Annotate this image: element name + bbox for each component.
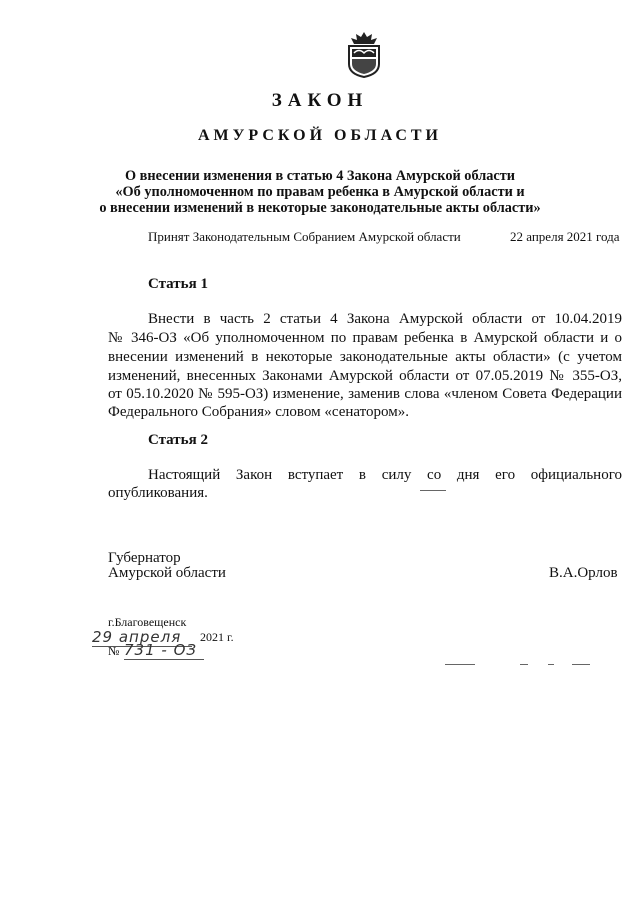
article-2-line: опубликования.: [108, 485, 208, 501]
scan-mark: [420, 490, 446, 491]
signatory-region: Амурской области: [108, 565, 226, 581]
adoption-date: 22 апреля 2021 года: [510, 229, 620, 244]
handwritten-number: 731 - ОЗ: [124, 641, 204, 660]
adoption-text: Принят Законодательным Собранием Амурской области: [148, 229, 461, 244]
coat-of-arms-icon: [343, 30, 385, 78]
scan-mark: [520, 664, 528, 665]
handwritten-date: 29 апреля: [92, 628, 192, 647]
article-1-line: Внести в часть 2 статьи 4 Закона Амурской области от 10.04.2019: [148, 311, 622, 327]
city-label: г.Благовещенск: [108, 615, 187, 629]
article-1-line: № 346-ОЗ «Об уполномоченном по правам ребенка в Амурской области и о: [108, 330, 622, 346]
article-1-title: Статья 1: [148, 276, 208, 292]
article-1-line: от 05.10.2020 № 595-ОЗ) изменение, заменив слова «членом Совета Федерации: [108, 386, 622, 402]
law-heading-line-2: «Об уполномоченном по правам ребенка в Амурской области и: [115, 184, 525, 200]
scan-mark: [572, 664, 590, 665]
signatory-position: Губернатор: [108, 550, 181, 566]
document-subtitle: АМУРСКОЙ ОБЛАСТИ: [198, 127, 442, 144]
scan-mark: [548, 664, 554, 665]
number-label: №: [108, 644, 120, 658]
article-2-line: Настоящий Закон вступает в силу со дня его официального: [148, 467, 622, 483]
article-2-title: Статья 2: [148, 432, 208, 448]
year-label: 2021 г.: [200, 630, 234, 644]
article-1-line: внесении изменений в некоторые законодательные акты области» (с учетом: [108, 349, 622, 365]
article-1-line: изменений, внесенных Законами Амурской области от 07.05.2019 № 355-ОЗ,: [108, 368, 622, 384]
signatory-name: В.А.Орлов: [549, 565, 618, 581]
article-1-line: Федерального Собрания» словом «сенатором».: [108, 404, 409, 420]
law-heading-line-1: О внесении изменения в статью 4 Закона Амурской области: [124, 168, 516, 184]
law-heading-line-3: о внесении изменений в некоторые законодательные акты области»: [99, 200, 541, 216]
scan-mark: [445, 664, 475, 665]
document-title: ЗАКОН: [271, 90, 369, 111]
